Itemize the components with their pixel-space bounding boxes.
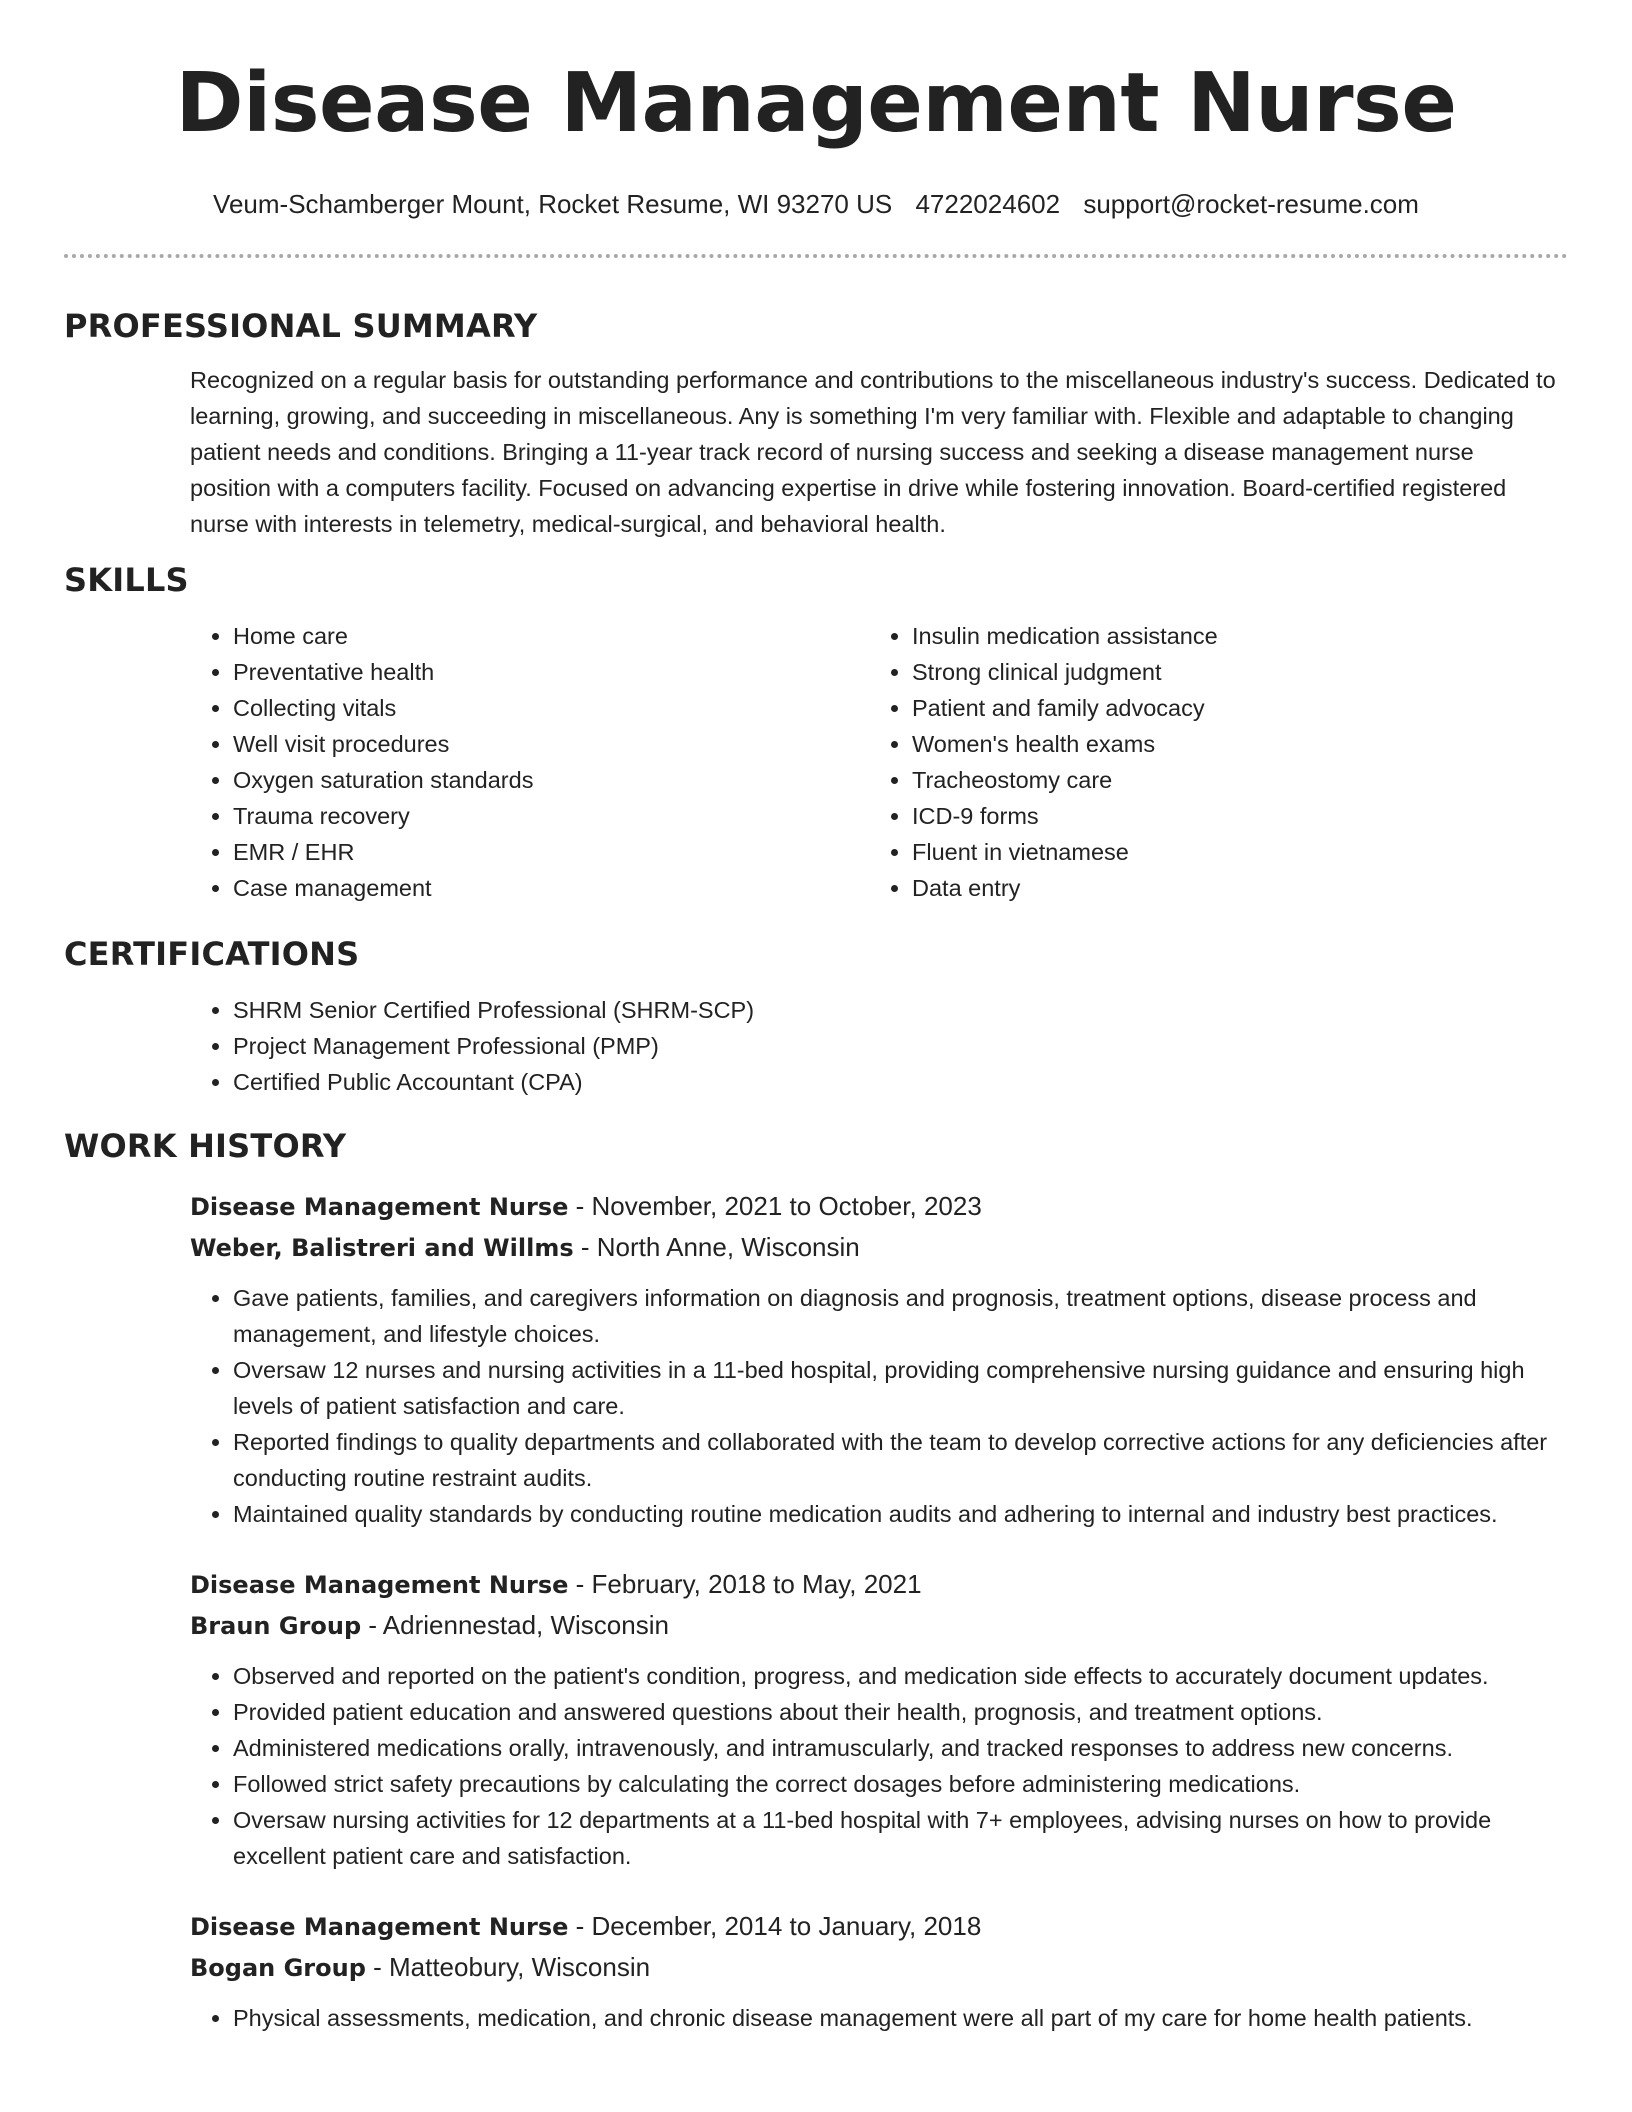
contact-email: support@rocket-resume.com	[1083, 189, 1419, 219]
skill-item: • Well visit procedures	[233, 726, 869, 762]
job-company-line	[190, 1947, 1568, 1988]
contact-line	[64, 188, 1568, 220]
job-location: - Matteobury, Wisconsin	[365, 1952, 651, 1982]
job-bullet: • Maintained quality standards by conducting routine medication audits and adhering to internal and industry best practices.	[233, 1496, 1568, 1532]
skill-item: • EMR / EHR	[233, 834, 869, 870]
job-bullets	[190, 1280, 1568, 1532]
skills-column-left	[190, 618, 869, 906]
skill-item: • Home care	[233, 618, 869, 654]
skill-item: • ICD-9 forms	[912, 798, 1548, 834]
job-entry	[190, 1564, 1568, 1874]
summary-text: Recognized on a regular basis for outstanding performance and contributions to the miscellaneous industry's success. Dedicated to learning, growing, and succeeding in miscellaneous. Any is something I'm very familiar with. Flexible and adaptable to changing patient needs and conditions. Bringing a 11-year track record of nursing success and seeking a disease management nurse position with a computers facility. Focused on advancing expertise in drive while fostering innovation. Board-certified registered nurse with interests in telemetry, medical-surgical, and behavioral health.	[190, 367, 1556, 537]
skill-item: • Trauma recovery	[233, 798, 869, 834]
skill-item: • Strong clinical judgment	[912, 654, 1548, 690]
job-bullets	[190, 2000, 1568, 2036]
skill-item: • Data entry	[912, 870, 1548, 906]
job-bullet: • Gave patients, families, and caregivers information on diagnosis and prognosis, treatment options, disease process and management, and lifestyle choices.	[233, 1280, 1568, 1352]
job-entry	[190, 1186, 1568, 1532]
job-bullet: • Provided patient education and answered questions about their health, prognosis, and treatment options.	[233, 1694, 1568, 1730]
job-dates: - February, 2018 to May, 2021	[568, 1569, 922, 1599]
skills-heading: SKILLS	[64, 561, 189, 599]
skill-item: • Tracheostomy care	[912, 762, 1548, 798]
job-dates: - December, 2014 to January, 2018	[568, 1911, 982, 1941]
skill-item: • Insulin medication assistance	[912, 618, 1548, 654]
job-bullet: • Observed and reported on the patient's condition, progress, and medication side effects to accurately document updates.	[233, 1658, 1568, 1694]
job-role: Disease Management Nurse	[190, 1193, 569, 1221]
job-bullet: • Reported findings to quality departments and collaborated with the team to develop corrective actions for any deficiencies after conducting routine restraint audits.	[233, 1424, 1568, 1496]
certification-item: • Certified Public Accountant (CPA)	[233, 1064, 1568, 1100]
job-bullet: • Administered medications orally, intravenously, and intramuscularly, and tracked responses to address new concerns.	[233, 1730, 1568, 1766]
job-title-line	[190, 1906, 1568, 1947]
header-divider	[64, 254, 1568, 258]
skill-item: • Collecting vitals	[233, 690, 869, 726]
job-role: Disease Management Nurse	[190, 1913, 569, 1941]
job-bullets	[190, 1658, 1568, 1874]
contact-address: Veum-Schamberger Mount, Rocket Resume, WI 93270 US	[213, 189, 893, 219]
job-bullet: • Physical assessments, medication, and chronic disease management were all part of my care for home health patients.	[233, 2000, 1568, 2036]
job-bullet: • Oversaw nursing activities for 12 departments at a 11-bed hospital with 7+ employees, advising nurses on how to provide excellent patient care and satisfaction.	[233, 1802, 1568, 1874]
skill-item: • Preventative health	[233, 654, 869, 690]
certifications-list	[190, 992, 1568, 1100]
job-title-line	[190, 1564, 1568, 1605]
resume-page	[64, 0, 1568, 2036]
certifications-heading: CERTIFICATIONS	[64, 935, 360, 973]
job-company: Braun Group	[190, 1612, 362, 1640]
job-entry	[190, 1906, 1568, 2036]
job-company-line	[190, 1227, 1568, 1268]
work-history-heading: WORK HISTORY	[64, 1127, 347, 1165]
job-role: Disease Management Nurse	[190, 1571, 569, 1599]
job-title-line	[190, 1186, 1568, 1227]
job-company-line	[190, 1605, 1568, 1646]
resume-name: Disease Management Nurse	[175, 56, 1457, 151]
job-company: Weber, Balistreri and Willms	[190, 1234, 574, 1262]
job-location: - North Anne, Wisconsin	[573, 1232, 860, 1262]
job-dates: - November, 2021 to October, 2023	[568, 1191, 982, 1221]
certification-item: • Project Management Professional (PMP)	[233, 1028, 1568, 1064]
skill-item: • Case management	[233, 870, 869, 906]
job-location: - Adriennestad, Wisconsin	[361, 1610, 669, 1640]
summary-heading: PROFESSIONAL SUMMARY	[64, 307, 538, 345]
skill-item: • Patient and family advocacy	[912, 690, 1548, 726]
skill-item: • Women's health exams	[912, 726, 1548, 762]
job-bullet: • Followed strict safety precautions by calculating the correct dosages before administering medications.	[233, 1766, 1568, 1802]
skills-column-right	[869, 618, 1548, 906]
skill-item: • Fluent in vietnamese	[912, 834, 1548, 870]
contact-phone: 4722024602	[915, 189, 1061, 219]
skill-item: • Oxygen saturation standards	[233, 762, 869, 798]
job-company: Bogan Group	[190, 1954, 366, 1982]
skills-list	[190, 618, 1568, 906]
certification-item: • SHRM Senior Certified Professional (SHRM-SCP)	[233, 992, 1568, 1028]
job-bullet: • Oversaw 12 nurses and nursing activities in a 11-bed hospital, providing comprehensive nursing guidance and ensuring high levels of patient satisfaction and care.	[233, 1352, 1568, 1424]
